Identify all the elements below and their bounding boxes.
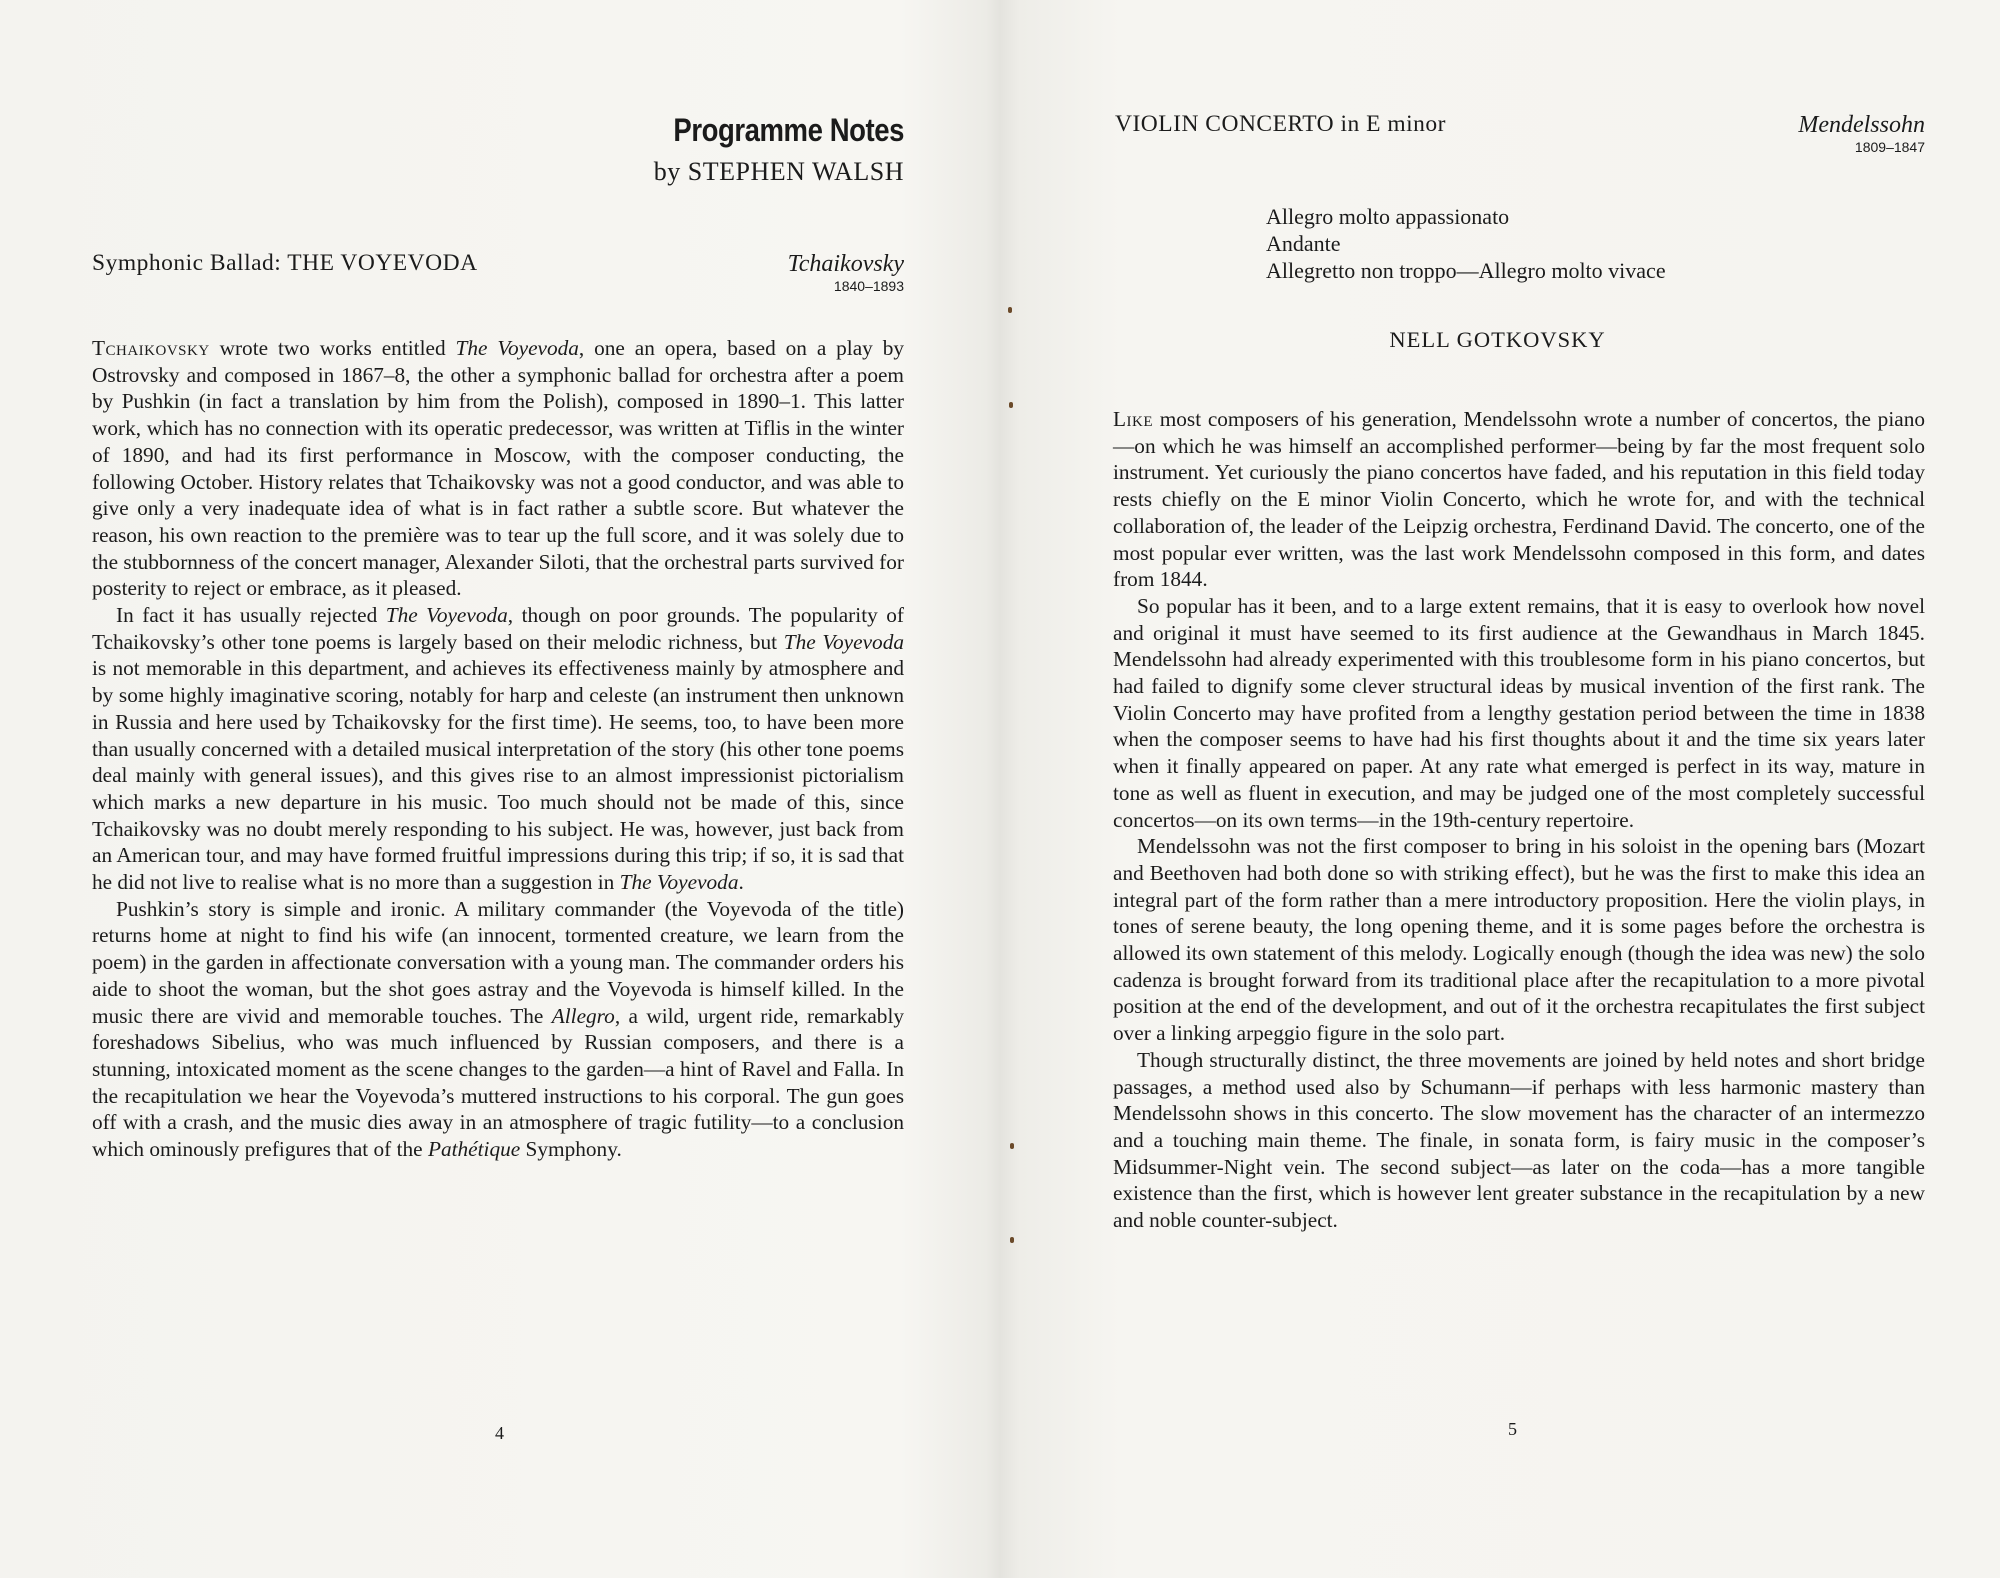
- composer-name: Tchaikovsky: [787, 251, 904, 277]
- work-title: Symphonic Ballad: THE VOYEVODA: [92, 250, 478, 276]
- notes-author: by STEPHEN WALSH: [653, 157, 904, 186]
- composer-block: [788, 250, 904, 294]
- body-paragraph: [92, 335, 904, 602]
- lead-word: Tchaikovsky: [92, 336, 210, 360]
- italic-title: The Voyevoda: [619, 870, 739, 895]
- body-paragraph: [92, 896, 904, 1163]
- page-number: 5: [1508, 1419, 1517, 1439]
- text-run: , though on poor grounds. The popularity of Tchaikovsky’s other tone poems is largely based on their melodic richness, but: [92, 603, 904, 654]
- text-run: So popular has it been, and to a large extent remains, that it is easy to overlook how novel and original it must have seemed to its first audience at the Gewandhaus in March 1845. Mendelssohn had already experimented with this troublesome form in his piano concertos, but had failed to dignify some clever structural ideas by musical invention of the first rank. The Violin Concerto may have profited from a lengthy gestation period between the time in 1838 when the composer seems to have had his first thoughts about it and the time six years later when it finally appeared on paper. At any rate what emerged is perfect in its way, mature in tone as well as fluent in execution, and may be judged one of the most completely successful concertos—on its own terms—in the 19th-century repertoire.: [1113, 593, 1925, 832]
- text-run: Mendelssohn was not the first composer to bring in his soloist in the opening bars (Mozart and Beethoven had both done so with striking effect), but he was the first to make this idea an integral part of the form rather than a mere introductory proposition. Here the violin plays, in tones of serene beauty, the long opening theme, and it is some pages before the orchestra is allowed its own statement of this melody. Logically enough (though the idea was new) the solo cadenza is brought forward from its traditional place after the recapitulation to a more pivotal position at the end of the development, and out of it the orchestra recapitulates the first subject over a linking arpeggio figure in the solo part.: [1113, 834, 1925, 1046]
- lead-word: Like: [1113, 407, 1153, 431]
- soloist-name: NELL GOTKOVSKY: [1389, 327, 1606, 352]
- article-body: [92, 335, 904, 1163]
- movement-list: [1266, 203, 1666, 284]
- movement-item: Andante: [1266, 231, 1341, 256]
- text-run: is not memorable in this department, and achieves its effectiveness mainly by atmosphere and by some highly imaginative scoring, notably for harp and celeste (an instrument then unknown in Russia and here used by Tchaikovsky for the first time). He seems, too, to have been more than usually concerned with a detailed musical interpretation of the story (his other tone poems deal mainly with general issues), and this gives rise to an almost impressionist pictorialism which marks a new departure in his music. Too much should not be made of this, since Tchaikovsky was no doubt merely responding to his subject. He was, however, just back from an American tour, and may have formed fruitful impressions during this trip; if so, it is sad that he did not live to realise what is no more than a suggestion in: [92, 656, 904, 895]
- composer-dates: 1840–1893: [833, 278, 904, 294]
- text-run: most composers of his generation, Mendelssohn wrote a number of concertos, the piano—on which he was himself an accomplished performer—being by far the most frequent solo instrument. Yet curiously the piano concertos have faded, and his reputation in this field today rests chiefly on the E minor Violin Concerto, which he wrote for, and with the technical collaboration of, the leader of the Leipzig orchestra, Ferdinand David. The concerto, one of the most popular ever written, was the last work Mendelssohn composed in this form, and dates from 1844.: [1113, 407, 1925, 592]
- text-run: In fact it has usually rejected: [116, 603, 386, 628]
- composer-dates: 1809–1847: [1854, 139, 1925, 155]
- body-paragraph: [1113, 1047, 1925, 1234]
- composer-name: Mendelssohn: [1798, 112, 1925, 138]
- italic-title: Allegro: [551, 1003, 615, 1028]
- text-run: , a wild, urgent ride, remarkably foreshadows Sibelius, who was much influenced by Russian composers, and there is a stunning, intoxicated moment as the scene changes to the garden—a hint of Ravel and Falla. In the recapitulation we hear the Voyevoda’s muttered instructions to his corporal. The gun goes off with a crash, and the music dies away in an atmosphere of tragic futility—to a conclusion which ominously prefigures that of the: [92, 1003, 905, 1162]
- movement-item: Allegretto non troppo—Allegro molto vivace: [1266, 258, 1666, 283]
- work-header-violin-concerto: [1115, 111, 1925, 155]
- body-paragraph: [92, 602, 904, 896]
- article-body: [1113, 406, 1925, 1234]
- text-run: Symphony.: [520, 1137, 622, 1162]
- text-run: wrote two works entitled: [209, 336, 456, 360]
- composer-block: [1798, 111, 1925, 155]
- programme-notes-heading: Programme Notes: [673, 112, 904, 148]
- text-run: Pushkin’s story is simple and ironic. A military commander (the Voyevoda of the title) returns home at night to find his wife (an innocent, tormented creature, we learn from the poem) in the garden in affectionate conversation with a young man. The commander orders his aide to shoot the woman, but the shot goes astray and the Voyevoda is himself killed. In the music there are vivid and memorable touches. The: [92, 896, 904, 1028]
- binding-mark: [1009, 402, 1013, 408]
- body-paragraph: [1113, 406, 1925, 593]
- movement-item: Allegro molto appassionato: [1266, 204, 1510, 229]
- text-run: .: [738, 870, 744, 895]
- body-paragraph: [1113, 833, 1925, 1047]
- text-run: Though structurally distinct, the three movements are joined by held notes and short bridge passages, a method used also by Schumann—if perhaps with less harmonic mastery than Mendelssohn shows in this concerto. The slow movement has the character of an intermezzo and a touching main theme. The finale, in sonata form, is fairy music in the composer’s Midsummer-Night vein. The second subject—as later on the coda—has a more tangible existence than the first, which is however lent greater substance in the recapitulation by a new and noble counter-subject.: [1113, 1047, 1925, 1233]
- right-page: [995, 0, 2000, 1578]
- italic-title: Pathétique: [427, 1137, 521, 1162]
- left-page: [0, 0, 995, 1578]
- page-number: 4: [495, 1423, 504, 1443]
- italic-title: The Voyevoda: [455, 336, 579, 360]
- body-paragraph: [1113, 593, 1925, 833]
- binding-mark: [1010, 1237, 1014, 1243]
- italic-title: The Voyevoda: [385, 603, 508, 628]
- work-header-voyevoda: [92, 250, 904, 294]
- italic-title: The Voyevoda: [783, 629, 904, 654]
- binding-mark: [1010, 1143, 1014, 1149]
- binding-mark: [1008, 307, 1012, 313]
- work-title: VIOLIN CONCERTO in E minor: [1115, 111, 1446, 137]
- text-run: , one an opera, based on a play by Ostrovsky and composed in 1867–8, the other a symphonic ballad for orchestra after a poem by Pushkin (in fact a translation by him from the Polish), composed in 1890–1. This latter work, which has no connection with its operatic predecessor, was written at Tiflis in the winter of 1890, and had its first performance in Moscow, with the composer conducting, the following October. History relates that Tchaikovsky was not a good conductor, and was able to give only a very inadequate idea of what is in fact rather a subtle score. But whatever the reason, his own reaction to the première was to tear up the full score, and it was solely due to the stubbornness of the concert manager, Alexander Siloti, that the orchestral parts survived for posterity to reject or embrace, as it pleased.: [92, 336, 905, 601]
